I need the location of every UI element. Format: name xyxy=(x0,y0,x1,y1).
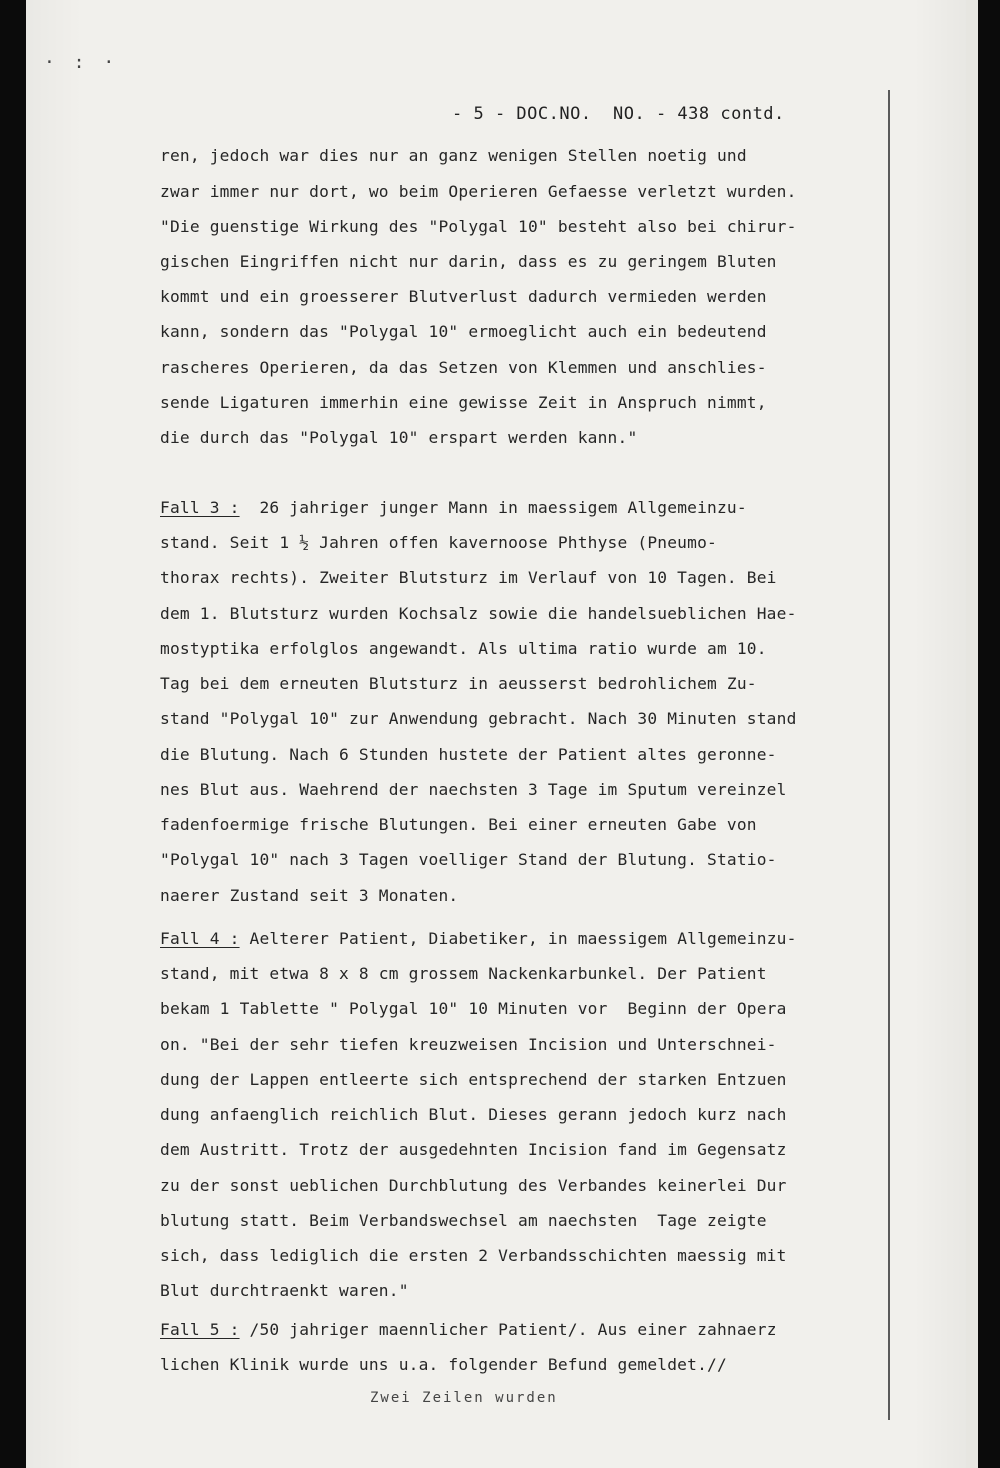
text-line: nes Blut aus. Waehrend der naechsten 3 Tage im Sputum vereinzel xyxy=(160,780,787,799)
text-line: zwar immer nur dort, wo beim Operieren Gefaesse verletzt wurden. xyxy=(160,182,797,201)
case-label: Fall 4 : xyxy=(160,929,240,948)
case-3-heading-line: Fall 3 : 26 jahriger junger Mann in maessigem Allgemeinzu- xyxy=(160,498,747,517)
case-5-heading-line: Fall 5 : /50 jahriger maennlicher Patient/. Aus einer zahnaerz xyxy=(160,1320,777,1339)
page-header: - 5 - DOC.NO. NO. - 438 contd. xyxy=(452,104,785,124)
text-line: blutung statt. Beim Verbandswechsel am naechsten Tage zeigte xyxy=(160,1211,767,1230)
text-line: on. "Bei der sehr tiefen kreuzweisen Incision und Unterschnei- xyxy=(160,1035,777,1054)
text-line: naerer Zustand seit 3 Monaten. xyxy=(160,886,459,905)
text-line: stand. Seit 1 ½ Jahren offen kavernoose Phthyse (Pneumo- xyxy=(160,533,717,552)
cut-off-footer-text: Zwei Zeilen wurden xyxy=(370,1390,558,1406)
text-line: "Die guenstige Wirkung des "Polygal 10" besteht also bei chirur- xyxy=(160,217,797,236)
text-line: Blut durchtraenkt waren." xyxy=(160,1281,409,1300)
text-line: sich, dass lediglich die ersten 2 Verbandsschichten maessig mit xyxy=(160,1246,787,1265)
text-line: sende Ligaturen immerhin eine gewisse Zeit in Anspruch nimmt, xyxy=(160,393,767,412)
text-line: thorax rechts). Zweiter Blutsturz im Verlauf von 10 Tagen. Bei xyxy=(160,568,777,587)
margin-punch-marks: · : · xyxy=(44,52,119,73)
text-line: fadenfoermige frische Blutungen. Bei einer erneuten Gabe von xyxy=(160,815,757,834)
text-line: die Blutung. Nach 6 Stunden hustete der Patient altes geronne- xyxy=(160,745,777,764)
text-line: gischen Eingriffen nicht nur darin, dass es zu geringem Bluten xyxy=(160,252,777,271)
text-line: lichen Klinik wurde uns u.a. folgender Befund gemeldet.// xyxy=(160,1355,727,1374)
text-line: dem 1. Blutsturz wurden Kochsalz sowie die handelsueblichen Hae- xyxy=(160,604,797,623)
text-line: bekam 1 Tablette " Polygal 10" 10 Minuten vor Beginn der Opera xyxy=(160,999,787,1018)
text-line: kommt und ein groesserer Blutverlust dadurch vermieden werden xyxy=(160,287,767,306)
text-line: "Polygal 10" nach 3 Tagen voelliger Stand der Blutung. Statio- xyxy=(160,850,777,869)
case-label: Fall 3 : xyxy=(160,498,240,517)
text-line: stand "Polygal 10" zur Anwendung gebracht. Nach 30 Minuten stand xyxy=(160,709,797,728)
text-line: kann, sondern das "Polygal 10" ermoeglicht auch ein bedeutend xyxy=(160,322,767,341)
text-line: dung der Lappen entleerte sich entsprechend der starken Entzuen xyxy=(160,1070,787,1089)
text-line: zu der sonst ueblichen Durchblutung des Verbandes keinerlei Dur xyxy=(160,1176,787,1195)
text-line: stand, mit etwa 8 x 8 cm grossem Nackenkarbunkel. Der Patient xyxy=(160,964,767,983)
case-4-heading-line: Fall 4 : Aelterer Patient, Diabetiker, in maessigem Allgemeinzu- xyxy=(160,929,797,948)
text-line: rascheres Operieren, da das Setzen von Klemmen und anschlies- xyxy=(160,358,767,377)
bleed-through-border xyxy=(870,90,890,1420)
underlying-page-edge xyxy=(966,0,978,1468)
text-line: dem Austritt. Trotz der ausgedehnten Incision fand im Gegensatz xyxy=(160,1140,787,1159)
text-line: ren, jedoch war dies nur an ganz wenigen Stellen noetig und xyxy=(160,146,747,165)
text-line: die durch das "Polygal 10" erspart werden kann." xyxy=(160,428,638,447)
text-line: mostyptika erfolglos angewandt. Als ultima ratio wurde am 10. xyxy=(160,639,767,658)
text-line: Tag bei dem erneuten Blutsturz in aeusserst bedrohlichem Zu- xyxy=(160,674,757,693)
case-label: Fall 5 : xyxy=(160,1320,240,1339)
text-line: dung anfaenglich reichlich Blut. Dieses gerann jedoch kurz nach xyxy=(160,1105,787,1124)
